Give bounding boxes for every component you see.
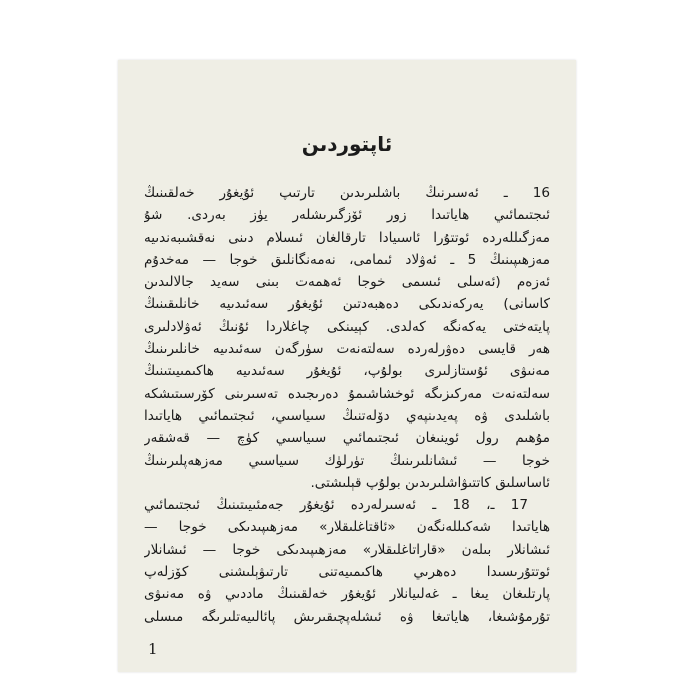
text-line: ئوتتۇرىسىدا دەھرىي ھاكىمىيەتنى تارتىۋېلىشنى كۆزلەپ <box>144 564 550 581</box>
chapter-title: ئاپتوردىن <box>301 132 393 156</box>
text-line: پايتەختى يەكەنگە كەلدى. كېيىنكى چاغلاردا ئۇنىڭ ئەۋلادلىرى <box>144 318 550 335</box>
text-line: 17 ـ، 18 ـ ئەسىرلەردە ئۇيغۇر جەمئىيىتىنىڭ ئىجتىمائىي <box>144 497 529 514</box>
text-line: ئىشانلار بىلەن «قاراتاغلىقلار» مەزھىپىدىكى خوجا — ئىشانلار <box>144 541 550 558</box>
text-line: ھاياتىدا شەكىللەنگەن «ئاقتاغلىقلار» مەزھىپىدىكى خوجا — <box>144 519 550 536</box>
text-line: 16 ـ ئەسىرنىڭ باشلىرىدىن تارتىپ ئۇيغۇر خەلقىنىڭ <box>144 185 550 201</box>
text-line: ئاساسلىق كاتتىۋاشلىرىدىن بولۇپ قېلىشتى. <box>310 474 550 491</box>
text-line: مەزھىپىنىڭ 5 ـ ئەۋلاد ئىمامى، نەمەنگانلىق خوجا — مەخدۇم <box>144 251 550 268</box>
text-line: تۇرمۇشىغا، ھاياتىغا ۋە ئىشلەپچىقىرىش پائالىيەتلىرىگە مىسلى <box>144 608 550 625</box>
text-line: ھەر قايسى دەۋرلەردە سەلتەنەت سۈرگەن سەئىدىيە خانلىرىنىڭ <box>144 341 550 358</box>
text-line: سەلتەنەت مەركىزىگە ئوخشاشىمۇ دەرىجىدە تەسىرىنى كۆرسىتىشكە <box>144 385 550 402</box>
text-line: كاسانى) يەركەندىكى دەھبەدتىن ئۇيغۇر سەئىدىيە خانلىقىنىڭ <box>144 296 550 313</box>
book-page <box>118 60 576 672</box>
text-line: پارتلىغان يىغا ـ غەلىيانلار ئۇيغۇر خەلقىنىڭ ماددىي ۋە مەنىۋى <box>144 586 550 603</box>
text-line: خوجا — ئىشانلىرىنىڭ تۈرلۈك سىياسىي مەزھەپلىرىنىڭ <box>144 452 550 469</box>
page-number: 1 <box>148 640 158 658</box>
body-text <box>144 182 550 628</box>
text-line: مەنىۋى ئۇستازلىرى بولۇپ، ئۇيغۇر سەئىدىيە ھاكىمىيىتىنىڭ <box>144 363 550 380</box>
text-line: مەزگىللەردە ئوتتۇرا ئاسىيادا تارقالغان ئىسلام دىنى نەقشىبەندىيە <box>144 229 550 246</box>
text-line: ئىجتىمائىي ھاياتىدا زور ئۆزگىرىشلەر يۈز بەردى. شۇ <box>144 207 550 224</box>
text-line: ئەزەم (ئەسلى ئىسمى خوجا ئەھمەت بىنى سەيد جالالىدىن <box>144 274 550 291</box>
text-line: باشلىدى ۋە پەيدىنپەي دۆلەتنىڭ سىياسىي، ئىجتىمائىي ھاياتىدا <box>144 407 550 424</box>
text-line: مۇھىم رول ئوينىغان ئىجتىمائىي سىياسىي كۈچ — قەشقەر <box>144 430 550 447</box>
